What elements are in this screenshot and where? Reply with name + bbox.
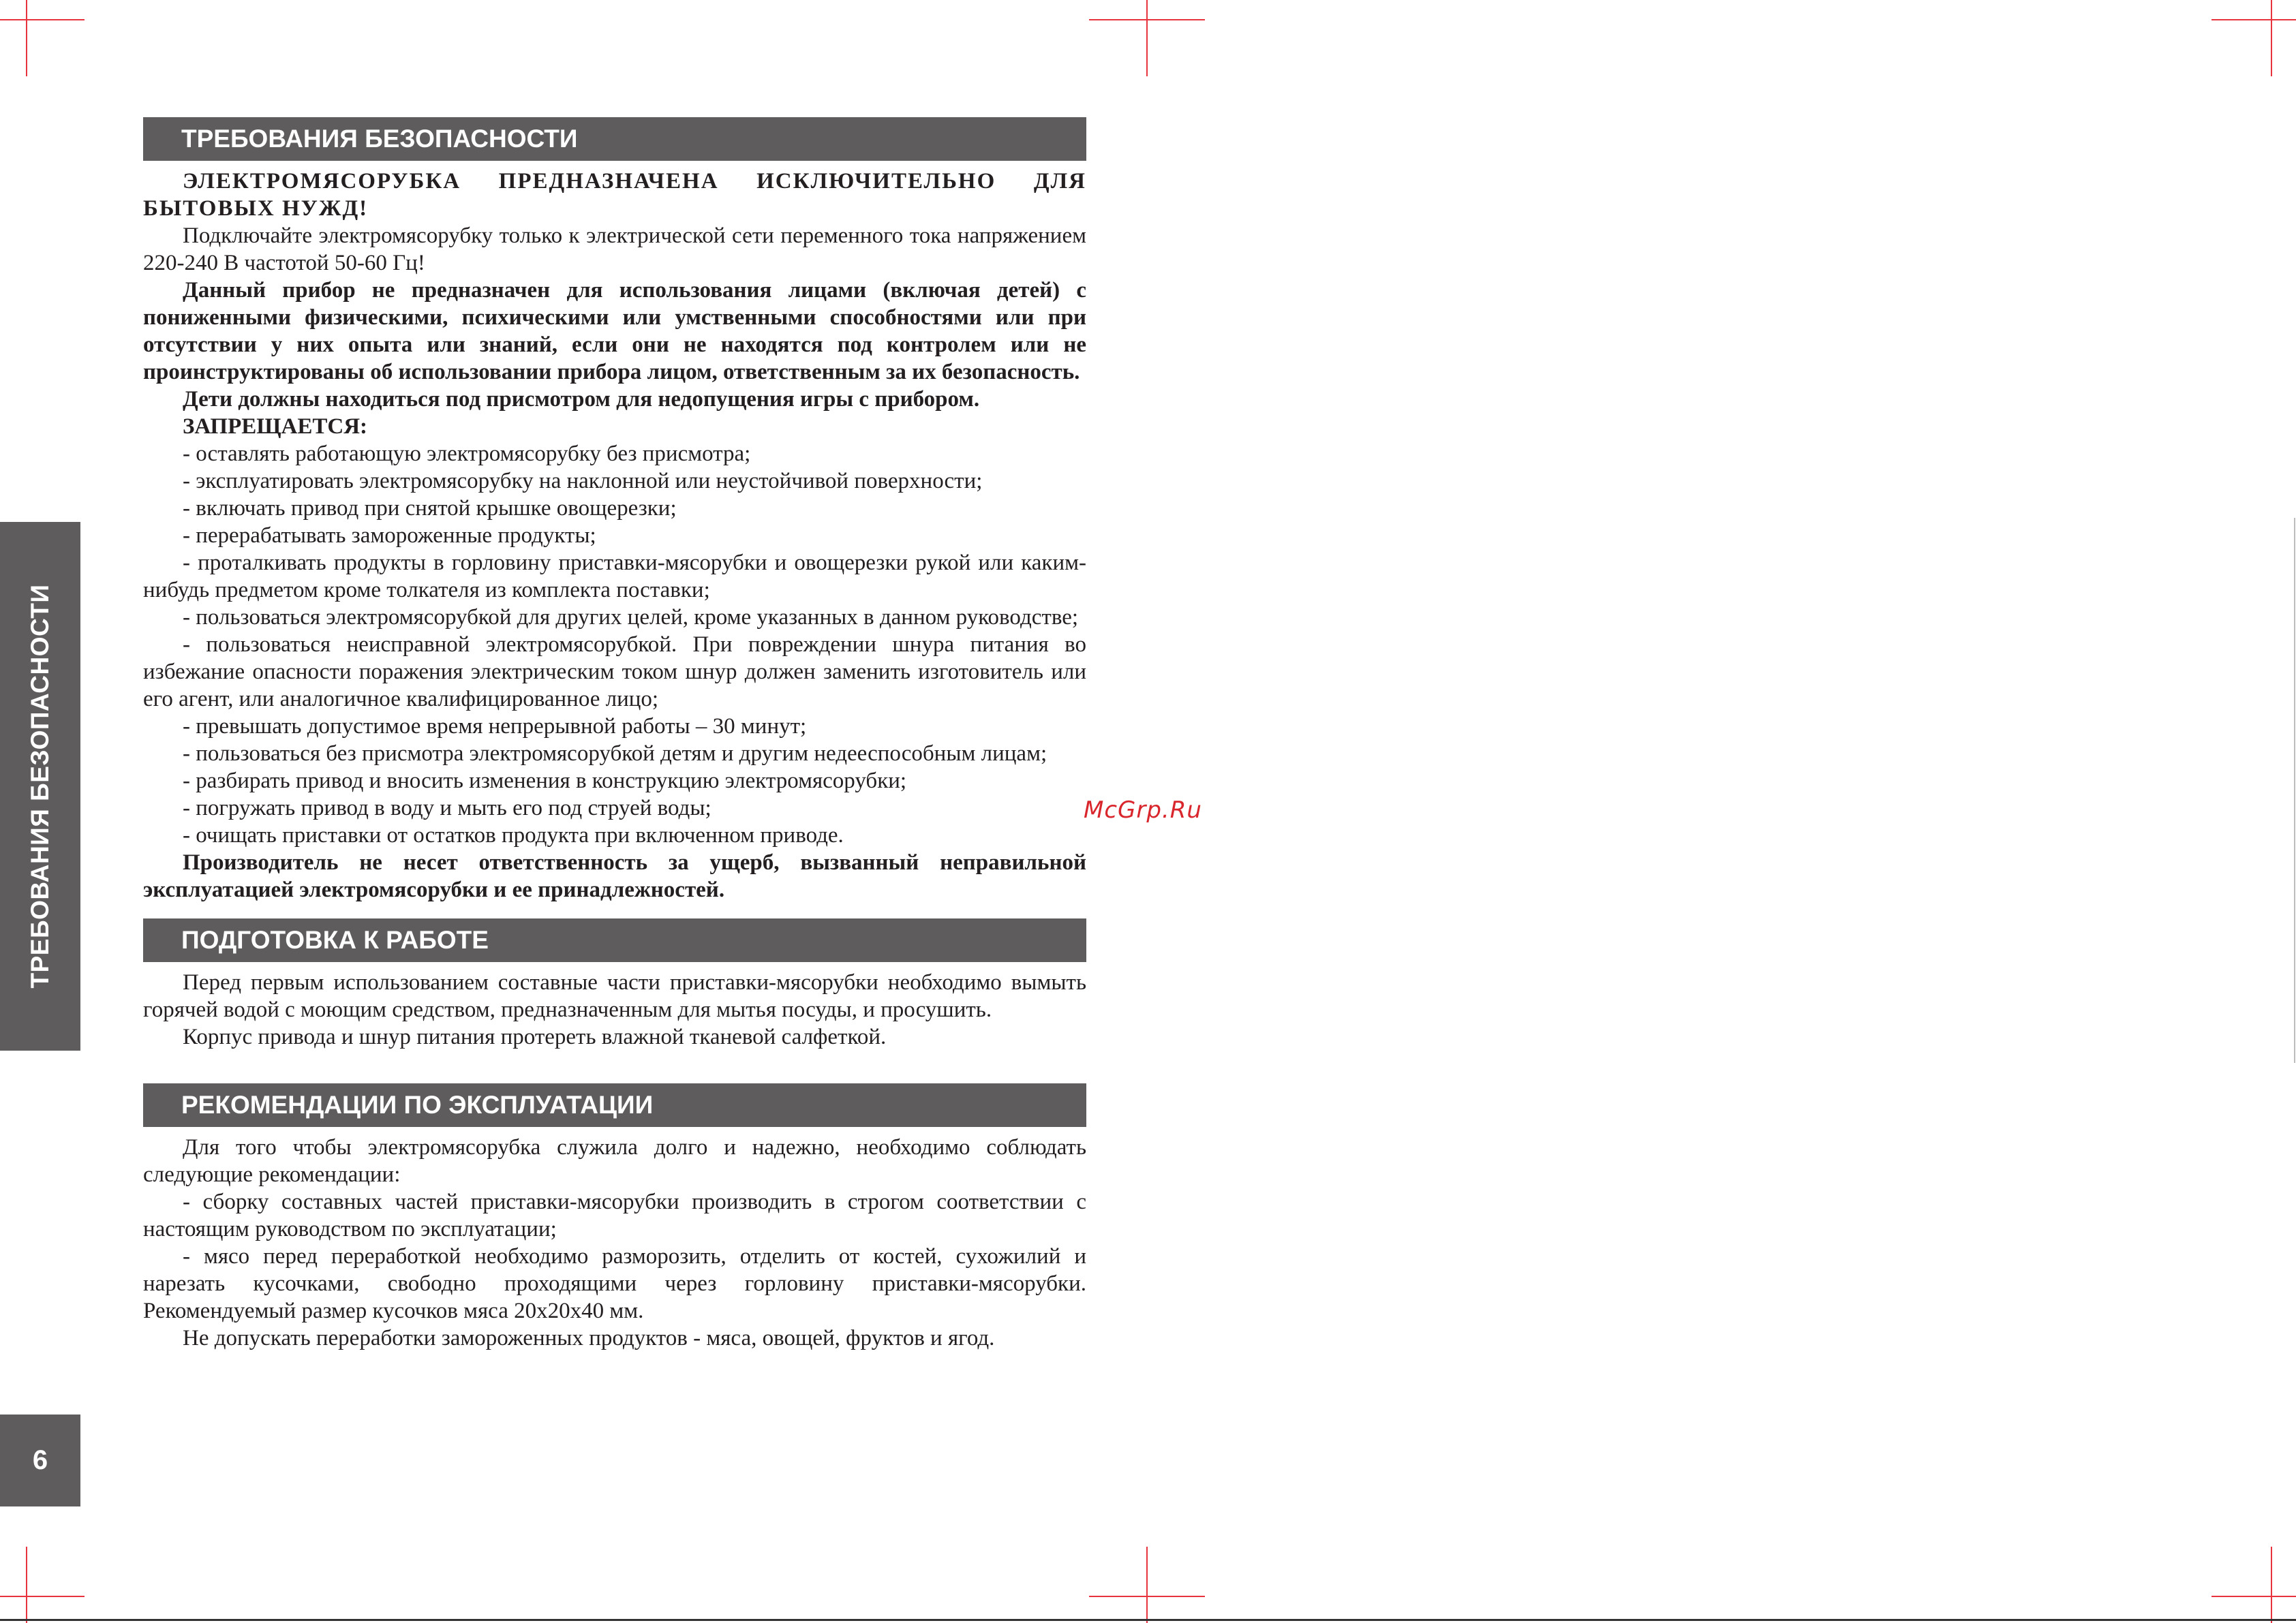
paragraph: Для того чтобы электромясорубка служила долго и надежно, необходимо соблюдать следующие рекомендации: (143, 1135, 1086, 1187)
paragraph: Подключайте электромясорубку только к электрической сети переменного тока напряжением 220-240 В частотой 50-60 Гц! (143, 223, 1086, 275)
list-item: - сборку составных частей приставки-мясорубки производить в строгом соответствии с настоящим руководством по эксплуатации; (143, 1190, 1086, 1241)
list-item: - пользоваться электромясорубкой для других целей, кроме указанных в данном руководстве; (183, 605, 1079, 630)
crop-mark (2271, 1547, 2272, 1623)
crop-mark (26, 1547, 27, 1623)
section-heading: ТРЕБОВАНИЯ БЕЗОПАСНОСТИ (143, 117, 1086, 161)
section-body (143, 962, 1086, 1051)
list-item: - мясо перед переработкой необходимо разморозить, отделить от костей, сухожилий и нарезать кусочками, свободно проходящими через горловину приставки-мясорубки. Рекомендуемый размер кусочков мяса 20х20х40 мм. (143, 1244, 1086, 1323)
list-item: - эксплуатировать электромясорубку на наклонной или неустойчивой поверхности; (183, 469, 983, 493)
page-bottom-line (0, 1619, 2296, 1621)
section-body (143, 161, 1086, 903)
section-body (143, 1127, 1086, 1352)
list-item: - разбирать привод и вносить изменения в конструкцию электромясорубки; (183, 769, 907, 793)
list-item: - перерабатывать замороженные продукты; (183, 523, 596, 548)
list-item: - оставлять работающую электромясорубку без присмотра; (183, 442, 751, 466)
crop-mark (2211, 1596, 2296, 1597)
list-item: - пользоваться без присмотра электромясорубкой детям и другим недееспособным лицам; (183, 741, 1047, 766)
paragraph: Не допускать переработки замороженных продуктов - мяса, овощей, фруктов и ягод. (183, 1326, 995, 1350)
section-heading: ПОДГОТОВКА К РАБОТЕ (143, 918, 1086, 962)
crop-mark (0, 1596, 85, 1597)
list-item: - очищать приставки от остатков продукта при включенном приводе. (183, 823, 844, 848)
paragraph: Перед первым использованием составные части приставки-мясорубки необходимо вымыть горячей водой с моющим средством, предназначенным для мытья посуды, и просушить. (143, 970, 1086, 1022)
paragraph: Производитель не несет ответственность за ущерб, вызванный неправильной эксплуатацией электромясорубки и ее принадлежностей. (143, 850, 1086, 902)
crop-mark (1146, 1547, 1148, 1623)
crop-mark (2271, 0, 2272, 76)
list-item: - пользоваться неисправной электромясорубкой. При повреждении шнура питания во избежание опасности поражения электрическим током шнур должен заменить изготовитель или его агент, или аналогичное квалифицированное лицо; (143, 632, 1086, 711)
crop-mark (2211, 19, 2296, 20)
list-item: - погружать привод в воду и мыть его под струей воды; (183, 796, 711, 820)
page-edge (2294, 518, 2295, 1063)
watermark: McGrp.Ru (1084, 797, 1202, 824)
paragraph: ЗАПРЕЩАЕТСЯ: (183, 414, 368, 439)
paragraph: Дети должны находиться под присмотром для недопущения игры с прибором. (183, 387, 980, 412)
list-item: - включать привод при снятой крышке овощерезки; (183, 496, 677, 521)
list-item: - превышать допустимое время непрерывной работы – 30 минут; (183, 714, 807, 739)
main-column (143, 117, 1086, 1352)
section-heading: РЕКОМЕНДАЦИИ ПО ЭКСПЛУАТАЦИИ (143, 1083, 1086, 1127)
crop-mark (0, 19, 85, 20)
page-number: 6 (0, 1415, 80, 1506)
paragraph: ЭЛЕКТРОМЯСОРУБКА ПРЕДНАЗНАЧЕНА ИСКЛЮЧИТЕЛЬНО ДЛЯ БЫТОВЫХ НУЖД! (143, 169, 1086, 221)
paragraph: Данный прибор не предназначен для использования лицами (включая детей) с пониженными физическими, психическими или умственными способностями или при отсутствии у них опыта или знаний, если они не находятся под контролем или не проинструктированы об использовании прибора лицом, ответственным за их безопасность. (143, 278, 1086, 384)
side-tab-label: ТРЕБОВАНИЯ БЕЗОПАСНОСТИ (26, 584, 54, 989)
paragraph: Корпус привода и шнур питания протереть влажной тканевой салфеткой. (183, 1025, 887, 1049)
crop-mark (26, 0, 27, 76)
crop-mark (1146, 0, 1148, 76)
list-item: - проталкивать продукты в горловину приставки-мясорубки и овощерезки рукой или каким-нибудь предметом кроме толкателя из комплекта поставки; (143, 551, 1086, 602)
